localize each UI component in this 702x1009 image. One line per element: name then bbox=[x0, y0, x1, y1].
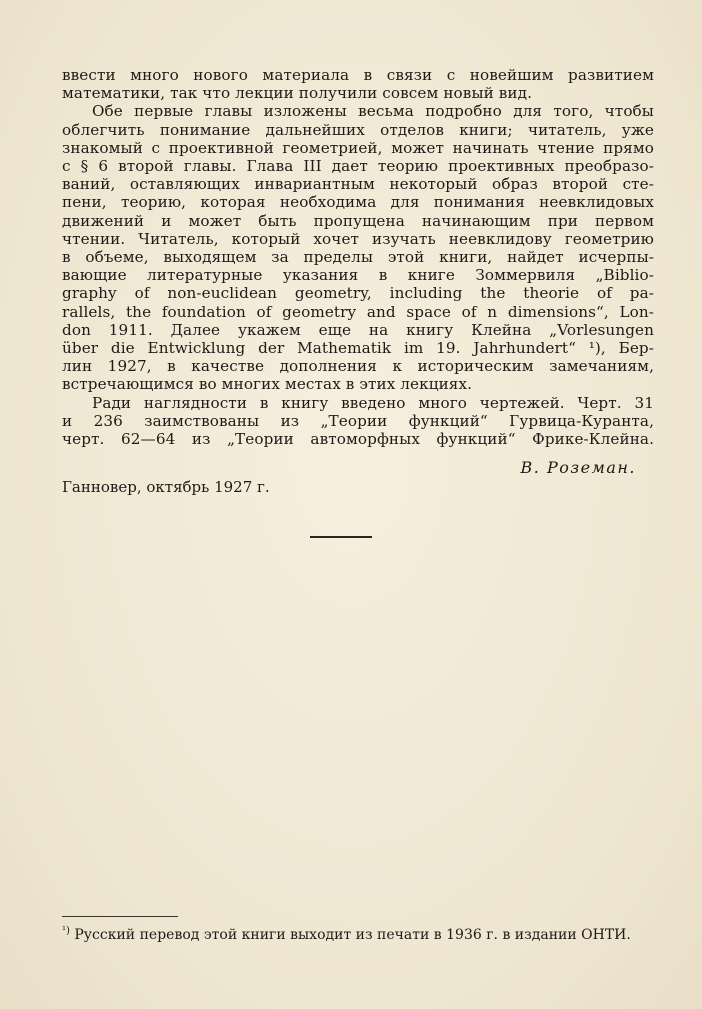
text-line: в объеме, выходящем за пределы этой книги, найдет исчерпы- bbox=[62, 248, 654, 267]
text-line: и 236 заимствованы из „Теории функций“ Гурвица-Куранта, bbox=[62, 411, 654, 430]
text-line: облегчить понимание дальнейших отделов книги; читатель, уже bbox=[62, 120, 654, 139]
text-line: don 1911. Далее укажем еще на книгу Клейна „Vorlesungen bbox=[62, 320, 654, 339]
footnote-text: Русский перевод этой книги выходит из печати в 1936 г. в издании ОНТИ. bbox=[74, 927, 631, 943]
text-line: rallels, the foundation of geometry and space of n dimensions“, Lon- bbox=[62, 302, 654, 321]
text-line: пени, теорию, которая необходима для понимания неевклидовых bbox=[62, 193, 654, 212]
text-line: с § 6 второй главы. Глава III дает теорию проективных преобразо- bbox=[62, 157, 654, 176]
text-line: лин 1927, в качестве дополнения к историческим замечаниям, bbox=[62, 357, 654, 376]
text-line: черт. 62—64 из „Теории автоморфных функций“ Фрике-Клейна. bbox=[62, 430, 654, 449]
text-line: движений и может быть пропущена начинающим при первом bbox=[62, 211, 654, 230]
text-line: ваний, оставляющих инвариантным некоторый образ второй сте- bbox=[62, 175, 654, 194]
text-line: знакомый с проективной геометрией, может начинать чтение прямо bbox=[62, 138, 654, 157]
text-line: встречающимся во многих местах в этих лекциях. bbox=[62, 375, 473, 394]
preface-text bbox=[62, 66, 654, 448]
author-signature: В. Роземан. bbox=[520, 458, 636, 477]
place-date: Ганновер, октябрь 1927 г. bbox=[62, 478, 270, 496]
text-line: ввести много нового материала в связи с новейшим развитием bbox=[62, 66, 654, 84]
text-line: вающие литературные указания в книге Зоммервиля „Biblio- bbox=[62, 266, 654, 285]
section-divider bbox=[310, 536, 372, 538]
text-line: über die Entwicklung der Mathematik im 19. Jahrhundert“ ¹), Бер- bbox=[62, 339, 654, 358]
text-line: graphy of non-euclidean geometry, including the theorie of pa- bbox=[62, 284, 654, 303]
text-line: Обе первые главы изложены весьма подробно для того, чтобы bbox=[92, 102, 654, 121]
text-line: чтении. Читатель, который хочет изучать неевклидову геометрию bbox=[62, 229, 654, 248]
text-line: Ради наглядности в книгу введено много чертежей. Черт. 31 bbox=[92, 393, 654, 412]
text-line: математики, так что лекции получили совсем новый вид. bbox=[62, 84, 533, 103]
footnote bbox=[62, 926, 662, 944]
footnote-divider bbox=[62, 916, 178, 917]
footnote-mark: ¹) bbox=[62, 925, 70, 937]
